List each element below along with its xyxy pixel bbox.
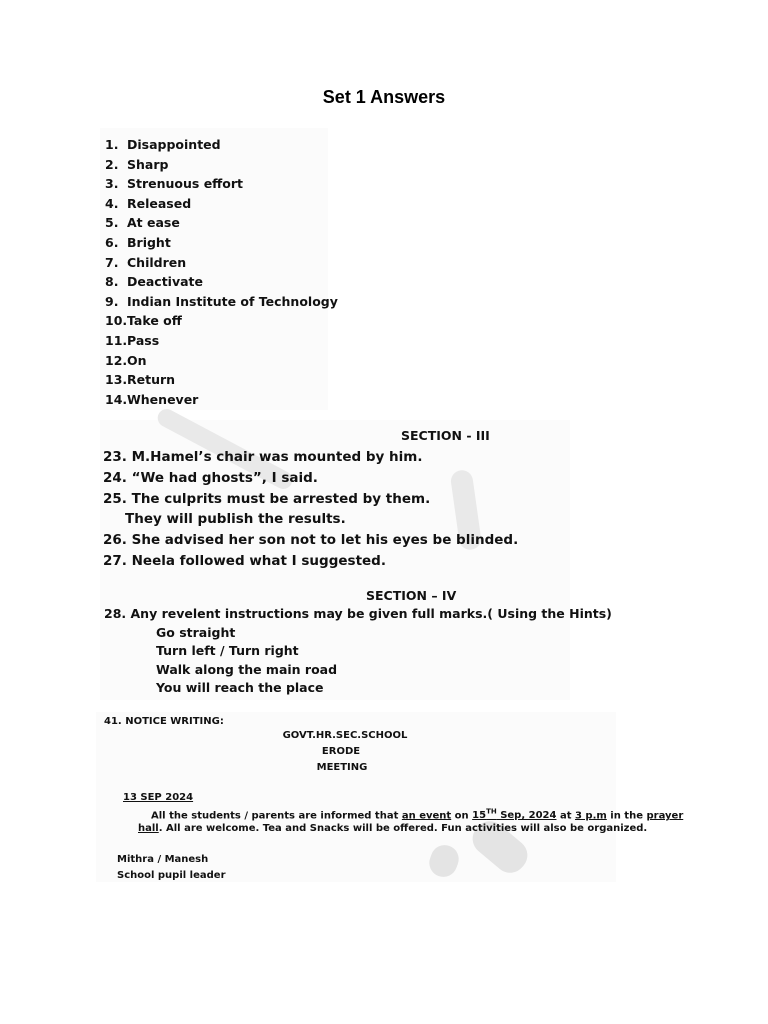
hint-item: You will reach the place <box>156 680 324 696</box>
list-item: They will publish the results. <box>125 511 346 528</box>
notice-body-line-1: All the students / parents are informed that an event on 15TH Sep, 2024 at 3 p.m in the prayer <box>151 808 684 822</box>
list-item: 11.Pass <box>105 332 160 348</box>
hint-item: Turn left / Turn right <box>156 643 299 659</box>
section-4-answers <box>104 605 612 698</box>
notice-heading: 41. NOTICE WRITING: <box>104 716 224 727</box>
notice-designation: School pupil leader <box>117 870 226 881</box>
answer-list <box>105 135 338 409</box>
section-3-answers <box>103 447 518 572</box>
notice-school: GOVT.HR.SEC.SCHOOL <box>282 730 408 741</box>
list-item: 7. Children <box>105 254 187 270</box>
list-item: 24. “We had ghosts”, I said. <box>103 469 318 486</box>
section-4-heading: SECTION – IV <box>366 588 457 603</box>
list-item: 9. Indian Institute of Technology <box>105 293 338 309</box>
list-item: 26. She advised her son not to let his eyes be blinded. <box>103 532 519 549</box>
list-item: 10.Take off <box>105 313 182 329</box>
list-item: 3. Strenuous effort <box>105 176 244 192</box>
notice-body-line-2: hall. All are welcome. Tea and Snacks will be offered. Fun activities will also be organized. <box>138 823 648 834</box>
section-3-heading: SECTION - III <box>401 428 490 443</box>
list-item: 8. Deactivate <box>105 274 203 290</box>
list-item: 27. Neela followed what I suggested. <box>103 552 386 569</box>
hint-item: Go straight <box>156 624 236 640</box>
list-item: 14.Whenever <box>105 391 199 407</box>
list-item: 5. At ease <box>105 215 180 231</box>
list-item: 23. M.Hamel’s chair was mounted by him. <box>103 449 423 465</box>
notice-place: ERODE <box>321 746 361 757</box>
page-title: Set 1 Answers <box>322 87 446 107</box>
list-item: 25. The culprits must be arrested by them. <box>103 490 431 507</box>
notice-signatory: Mithra / Manesh <box>117 854 209 865</box>
hint-item: Walk along the main road <box>156 661 338 677</box>
list-item: 6. Bright <box>105 234 171 250</box>
list-item: 4. Released <box>105 195 192 211</box>
notice-subject: MEETING <box>316 762 368 773</box>
notice-date: 13 SEP 2024 <box>123 792 194 803</box>
list-item: 13.Return <box>105 372 176 388</box>
list-item: 28. Any revelent instructions may be given full marks.( Using the Hints) <box>104 606 612 621</box>
list-item: 12.On <box>105 352 147 368</box>
list-item: 2. Sharp <box>105 156 169 172</box>
list-item: 1. Disappointed <box>105 137 221 152</box>
